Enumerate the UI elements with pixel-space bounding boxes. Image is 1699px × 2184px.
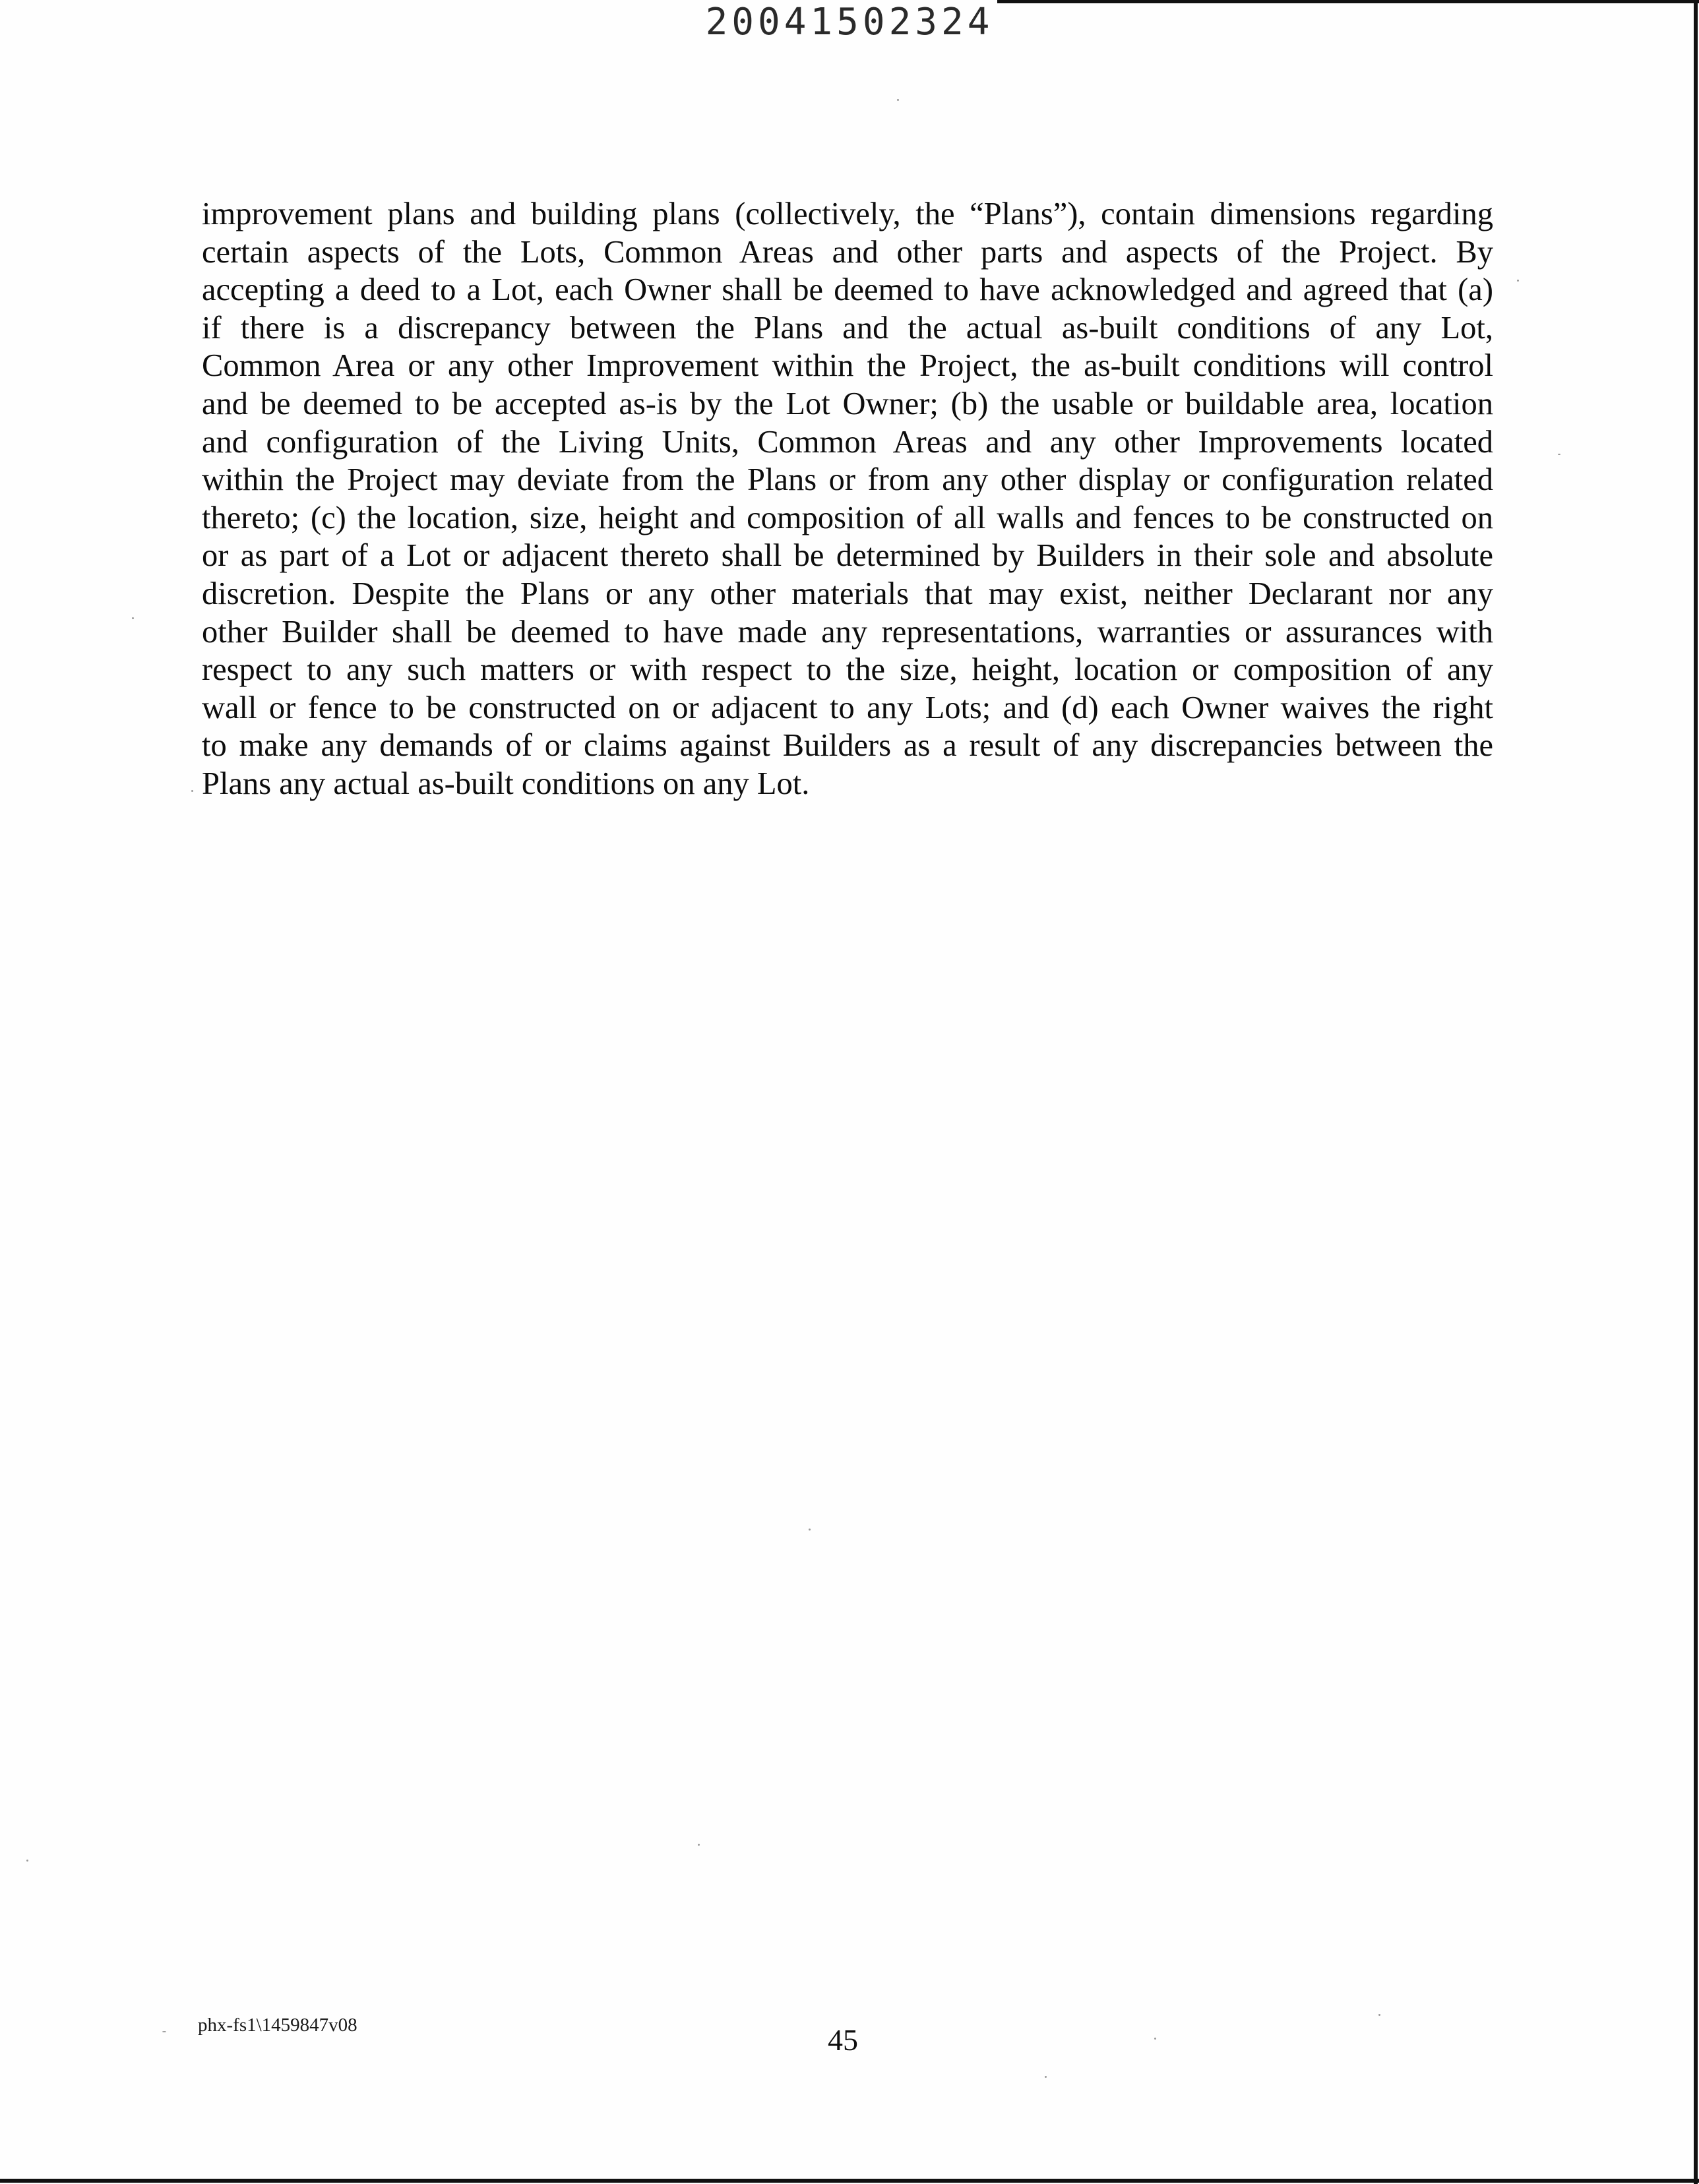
scan-speck xyxy=(1045,2076,1047,2078)
scan-speck xyxy=(132,617,134,619)
scan-speck xyxy=(809,1529,811,1531)
paragraph-line: other Builder shall be deemed to have made any representations, warranties or assurances with xyxy=(202,614,1493,650)
paragraph-line: thereto; (c) the location, size, height and composition of all walls and fences to be constructed on xyxy=(202,500,1493,535)
scan-speck xyxy=(698,1844,700,1846)
paragraph-line: Common Area or any other Improvement within the Project, the as-built conditions will control xyxy=(202,348,1493,384)
scan-speck xyxy=(1378,2014,1380,2016)
paragraph-line: if there is a discrepancy between the Plans and the actual as-built conditions of any Lot, xyxy=(202,310,1493,346)
paragraph-line: respect to any such matters or with respect to the size, height, location or composition of any xyxy=(202,652,1493,688)
paragraph-line: improvement plans and building plans (collectively, the “Plans”), contain dimensions regarding xyxy=(202,197,1493,231)
paragraph-line: accepting a deed to a Lot, each Owner shall be deemed to have acknowledged and agreed that (a) xyxy=(202,272,1493,308)
scan-speck xyxy=(897,99,899,101)
paragraph-line: discretion. Despite the Plans or any other materials that may exist, neither Declarant nor any xyxy=(202,576,1493,611)
right-border-line xyxy=(1694,0,1698,2184)
recording-number: 20041502324 xyxy=(705,1,994,44)
paragraph-line: within the Project may deviate from the Plans or from any other display or configuration related xyxy=(202,462,1493,498)
bottom-border-line xyxy=(0,2179,1699,2183)
paragraph-line: wall or fence to be constructed on or adjacent to any Lots; and (d) each Owner waives the right xyxy=(202,690,1493,725)
scan-speck xyxy=(1558,454,1560,455)
body-paragraph xyxy=(202,195,1493,803)
file-reference: phx-fs1\1459847v08 xyxy=(198,2015,357,2036)
paragraph-line: certain aspects of the Lots, Common Areas and other parts and aspects of the Project. By xyxy=(202,234,1493,270)
page-number: 45 xyxy=(828,2023,858,2057)
scan-speck xyxy=(1154,2038,1156,2040)
paragraph-line: or as part of a Lot or adjacent thereto shall be determined by Builders in their sole and absolute xyxy=(202,538,1493,574)
scan-speck xyxy=(1517,280,1519,282)
paragraph-line: and configuration of the Living Units, Common Areas and any other Improvements located xyxy=(202,424,1493,460)
scan-speck xyxy=(191,790,193,792)
paragraph-line: and be deemed to be accepted as-is by the Lot Owner; (b) the usable or buildable area, location xyxy=(202,386,1493,421)
scan-speck xyxy=(162,2031,166,2032)
paragraph-line: Plans any actual as-built conditions on any Lot. xyxy=(202,766,810,801)
paragraph-line: to make any demands of or claims against Builders as a result of any discrepancies between the xyxy=(202,728,1493,764)
scan-speck xyxy=(26,1860,28,1862)
